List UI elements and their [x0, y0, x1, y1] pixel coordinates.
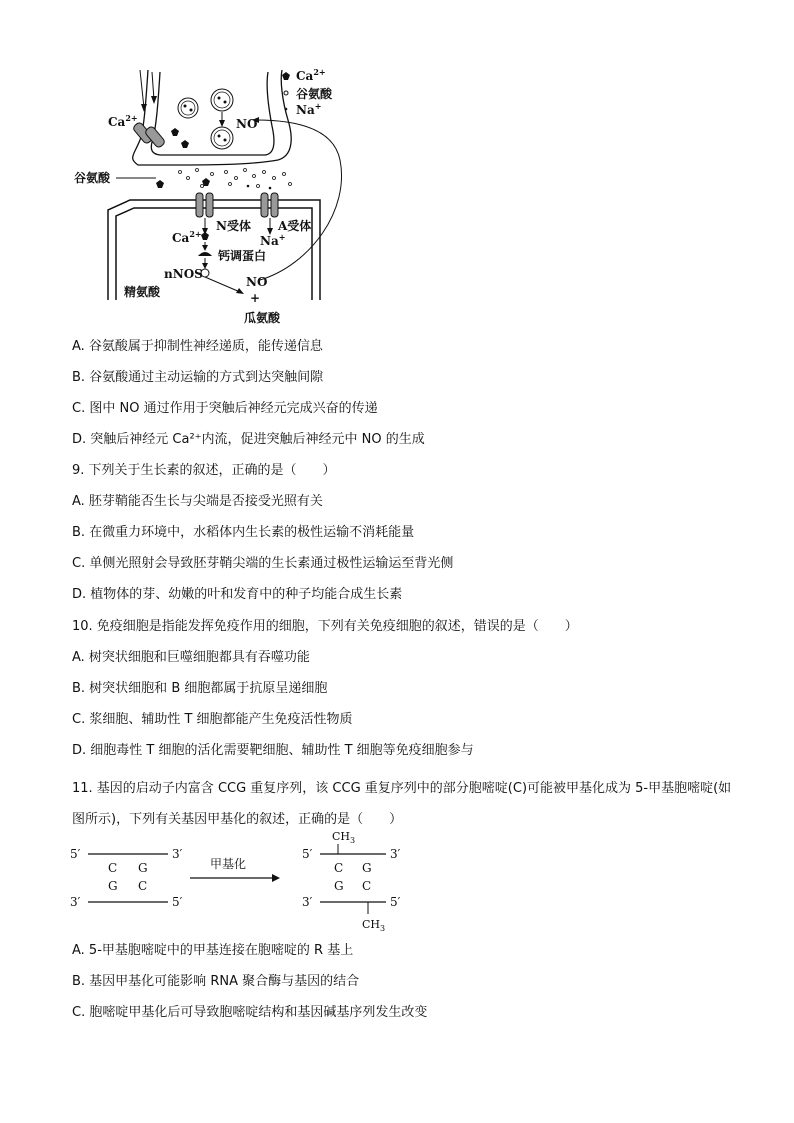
q9-option-c: C. 单侧光照射会导致胚芽鞘尖端的生长素通过极性运输运至背光侧: [72, 556, 454, 571]
right-top-5prime: 5′: [302, 847, 313, 861]
vesicle-dot-3: [218, 97, 221, 100]
vesicle-3-inner: [214, 130, 230, 146]
q10-stem: 10. 免疫细胞是指能发挥免疫作用的细胞，下列有关免疫细胞的叙述，错误的是（ ）: [72, 619, 578, 634]
vesicle-1-inner: [181, 101, 195, 115]
q11-option-b: B. 基因甲基化可能影响 RNA 聚合酶与基因的结合: [72, 974, 360, 989]
q8-option-d: D. 突触后神经元 Ca²⁺内流，促进突触后神经元中 NO 的生成: [72, 432, 425, 447]
nnos-arrowhead: [202, 263, 208, 269]
cleft-particles: [179, 169, 292, 188]
arginine-arrow: [205, 277, 240, 292]
left-bottom-g: G: [108, 879, 118, 893]
axon-arrow-2: [152, 72, 154, 100]
synapse-figure: [60, 60, 360, 330]
ca-ion-post: [201, 232, 209, 240]
right-top-3prime: 3′: [390, 847, 401, 861]
n-receptor-left: [196, 193, 203, 217]
n-receptor-right: [206, 193, 213, 217]
methylation-arrow-label: 甲基化: [210, 857, 247, 871]
right-bottom-g: G: [334, 879, 344, 893]
q9-option-b: B. 在微重力环境中，水稻体内生长素的极性运输不消耗能量: [72, 525, 415, 540]
methylation-diagram: [70, 828, 430, 938]
synapse-diagram: [60, 60, 360, 330]
left-top-5prime: 5′: [70, 847, 81, 861]
methylation-figure: [70, 828, 430, 938]
q9-option-a: A. 胚芽鞘能否生长与尖端是否接受光照有关: [72, 494, 323, 509]
right-top-c: C: [334, 861, 344, 875]
q10-option-c: C. 浆细胞、辅助性 T 细胞都能产生免疫活性物质: [72, 712, 353, 727]
ca-ion-cleft-1: [156, 180, 164, 188]
right-top-ch3: $CH_3$: [332, 830, 356, 845]
label-calmodulin: 钙调蛋白: [218, 249, 267, 263]
label-plus: +: [250, 291, 261, 305]
vesicle-dot-2: [190, 109, 193, 112]
vesicle-arrowhead: [219, 120, 225, 127]
left-bottom-3prime: 3′: [70, 895, 81, 909]
legend-na-label: Na+: [296, 101, 322, 117]
vesicle-dot-6: [224, 139, 227, 142]
na-ion-cleft-1: [247, 185, 250, 188]
q11-option-c: C. 胞嘧啶甲基化后可导致胞嘧啶结构和基因碱基序列发生改变: [72, 1005, 428, 1020]
label-no-top: NO: [236, 117, 258, 131]
legend-glu-label: 谷氨酸: [296, 87, 333, 101]
q9-option-d: D. 植物体的芽、幼嫩的叶和发育中的种子均能合成生长素: [72, 587, 403, 602]
legend-na-icon: [285, 108, 288, 111]
label-glu-left: 谷氨酸: [74, 171, 111, 185]
right-top-g: G: [362, 861, 372, 875]
q10-option-d: D. 细胞毒性 T 细胞的活化需要靶细胞、辅助性 T 细胞等免疫细胞参与: [72, 743, 474, 758]
vesicle-dot-5: [218, 135, 221, 138]
left-top-c: C: [108, 861, 118, 875]
vesicle-2-inner: [214, 92, 230, 108]
a-receptor-left: [261, 193, 268, 217]
label-nnos: nNOS: [164, 267, 203, 281]
label-ca-left: $Ca^{2+}$: [108, 113, 138, 129]
ca-ion-pre-1: [171, 128, 179, 136]
right-bottom-3prime: 3′: [302, 895, 313, 909]
q8-option-c: C. 图中 NO 通过作用于突触后神经元完成兴奋的传递: [72, 401, 378, 416]
label-no-bottom: NO: [246, 275, 268, 289]
right-bottom-c: C: [362, 879, 372, 893]
right-bottom-5prime: 5′: [390, 895, 401, 909]
label-na-lower: Na+: [260, 232, 286, 248]
legend-glu-icon: [284, 91, 288, 95]
q11-stem: 11. 基因的启动子内富含 CCG 重复序列，该 CCG 重复序列中的部分胞嘧啶(C)可能被甲基化成为 5-甲基胞嘧啶(如图所示)，下列有关基因甲基化的叙述，正确的是（ ）: [72, 781, 732, 827]
vesicle-dot-4: [224, 101, 227, 104]
label-a-receptor: A受体: [278, 219, 312, 233]
q8-option-a: A. 谷氨酸属于抑制性神经递质，能传递信息: [72, 339, 323, 354]
left-bottom-5prime: 5′: [172, 895, 183, 909]
presynaptic-membrane-inner: [151, 72, 274, 155]
axon-arrowhead-1: [141, 104, 147, 112]
q9-stem: 9. 下列关于生长素的叙述，正确的是（ ）: [72, 463, 336, 478]
left-top-g: G: [138, 861, 148, 875]
legend-ca-label: $Ca^{2+}$: [296, 67, 326, 83]
q10-option-b: B. 树突状细胞和 B 细胞都属于抗原呈递细胞: [72, 681, 328, 696]
methylation-arrowhead: [272, 874, 280, 882]
left-bottom-c: C: [138, 879, 148, 893]
calmodulin-shape: [198, 252, 212, 256]
axon-arrowhead-2: [151, 96, 157, 104]
legend-ca-icon: [282, 72, 290, 80]
label-arginine: 精氨酸: [124, 285, 161, 299]
q11-option-a: A. 5-甲基胞嘧啶中的甲基连接在胞嘧啶的 R 基上: [72, 943, 354, 958]
na-ion-cleft-2: [269, 187, 272, 190]
ca-ion-pre-2: [181, 140, 189, 148]
vesicle-dot-1: [184, 105, 187, 108]
q10-option-a: A. 树突状细胞和巨噬细胞都具有吞噬功能: [72, 650, 310, 665]
q8-option-b: B. 谷氨酸通过主动运输的方式到达突触间隙: [72, 370, 324, 385]
label-ca-lower: $Ca^{2+}$: [172, 229, 202, 245]
right-bottom-ch3: $CH_3$: [362, 918, 386, 933]
a-receptor-right: [271, 193, 278, 217]
label-n-receptor: N受体: [216, 219, 251, 233]
label-citrulline: 瓜氨酸: [244, 311, 281, 325]
calmodulin-arrowhead: [202, 245, 208, 251]
axon-arrow-1: [140, 70, 144, 108]
membrane-corner: [108, 200, 130, 210]
left-top-3prime: 3′: [172, 847, 183, 861]
